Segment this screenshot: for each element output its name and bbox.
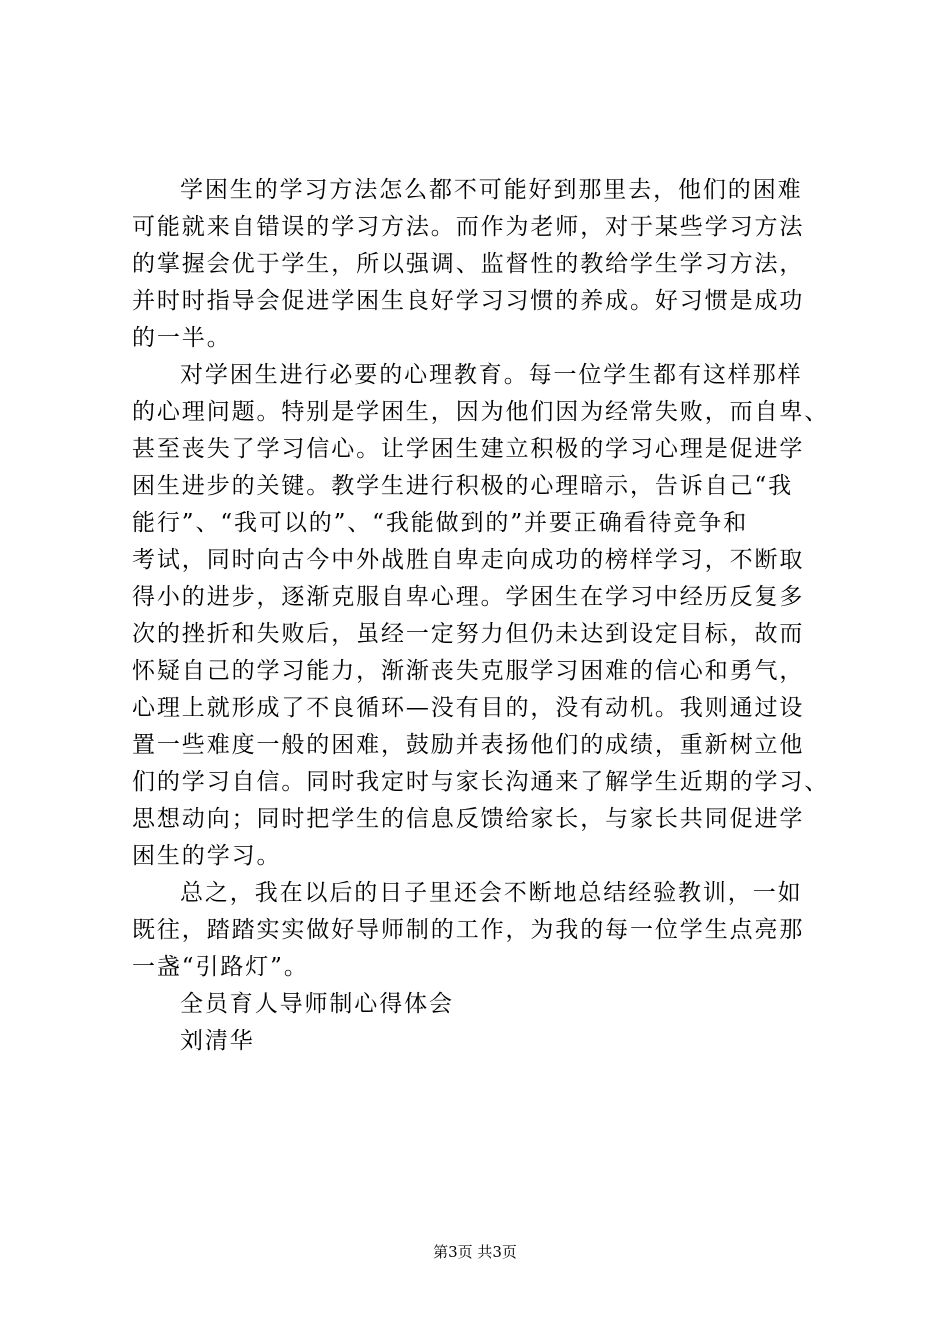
text-line: 心理上就形成了不良循环—没有目的，没有动机。我则通过设: [132, 695, 805, 721]
text-line: 能行”、“我可以的”、“我能做到的”并要正确看待竞争和: [132, 510, 749, 536]
text-line: 的掌握会优于学生，所以强调、监督性的教给学生学习方法，: [132, 251, 805, 277]
page-number-footer: 第3页 共3页: [433, 1243, 517, 1261]
text-line: 困生进步的关键。教学生进行积极的心理暗示，告诉自己“我: [132, 473, 794, 499]
text-line: 次的挫折和失败后，虽经一定努力但仍未达到设定目标，故而: [132, 621, 805, 647]
text-line: 甚至丧失了学习信心。让学困生建立积极的学习心理是促进学: [132, 436, 805, 462]
text-line: 思想动向；同时把学生的信息反馈给家长，与家长共同促进学: [132, 806, 805, 832]
document-body: [132, 172, 832, 1060]
text-line: 既往，踏踏实实做好导师制的工作，为我的每一位学生点亮那: [132, 917, 805, 943]
text-line: 考试，同时向古今中外战胜自卑走向成功的榜样学习，不断取: [132, 547, 805, 573]
text-line: 怀疑自己的学习能力，渐渐丧失克服学习困难的信心和勇气，: [132, 658, 805, 684]
text-line: 可能就来自错误的学习方法。而作为老师，对于某些学习方法: [132, 214, 805, 240]
text-line: 置一些难度一般的困难，鼓励并表扬他们的成绩，重新树立他: [132, 732, 805, 758]
text-line: 总之，我在以后的日子里还会不断地总结经验教训，一如: [180, 880, 803, 906]
text-line: 学困生的学习方法怎么都不可能好到那里去，他们的困难: [180, 177, 803, 203]
text-line: 们的学习自信。同时我定时与家长沟通来了解学生近期的学习、: [132, 769, 830, 795]
text-line: 困生的学习。: [132, 843, 282, 869]
document-title-line: 全员育人导师制心得体会: [180, 991, 454, 1017]
text-line: 一盏“引路灯”。: [132, 954, 309, 980]
text-line: 的心理问题。特别是学困生，因为他们因为经常失败，而自卑、: [132, 399, 830, 425]
text-line: 得小的进步，逐渐克服自卑心理。学困生在学习中经历反复多: [132, 584, 805, 610]
text-line: 对学困生进行必要的心理教育。每一位学生都有这样那样: [180, 362, 803, 388]
text-line: 并时时指导会促进学困生良好学习习惯的养成。好习惯是成功: [132, 288, 805, 314]
author-line: 刘清华: [180, 1028, 255, 1054]
text-line: 的一半。: [132, 325, 232, 351]
